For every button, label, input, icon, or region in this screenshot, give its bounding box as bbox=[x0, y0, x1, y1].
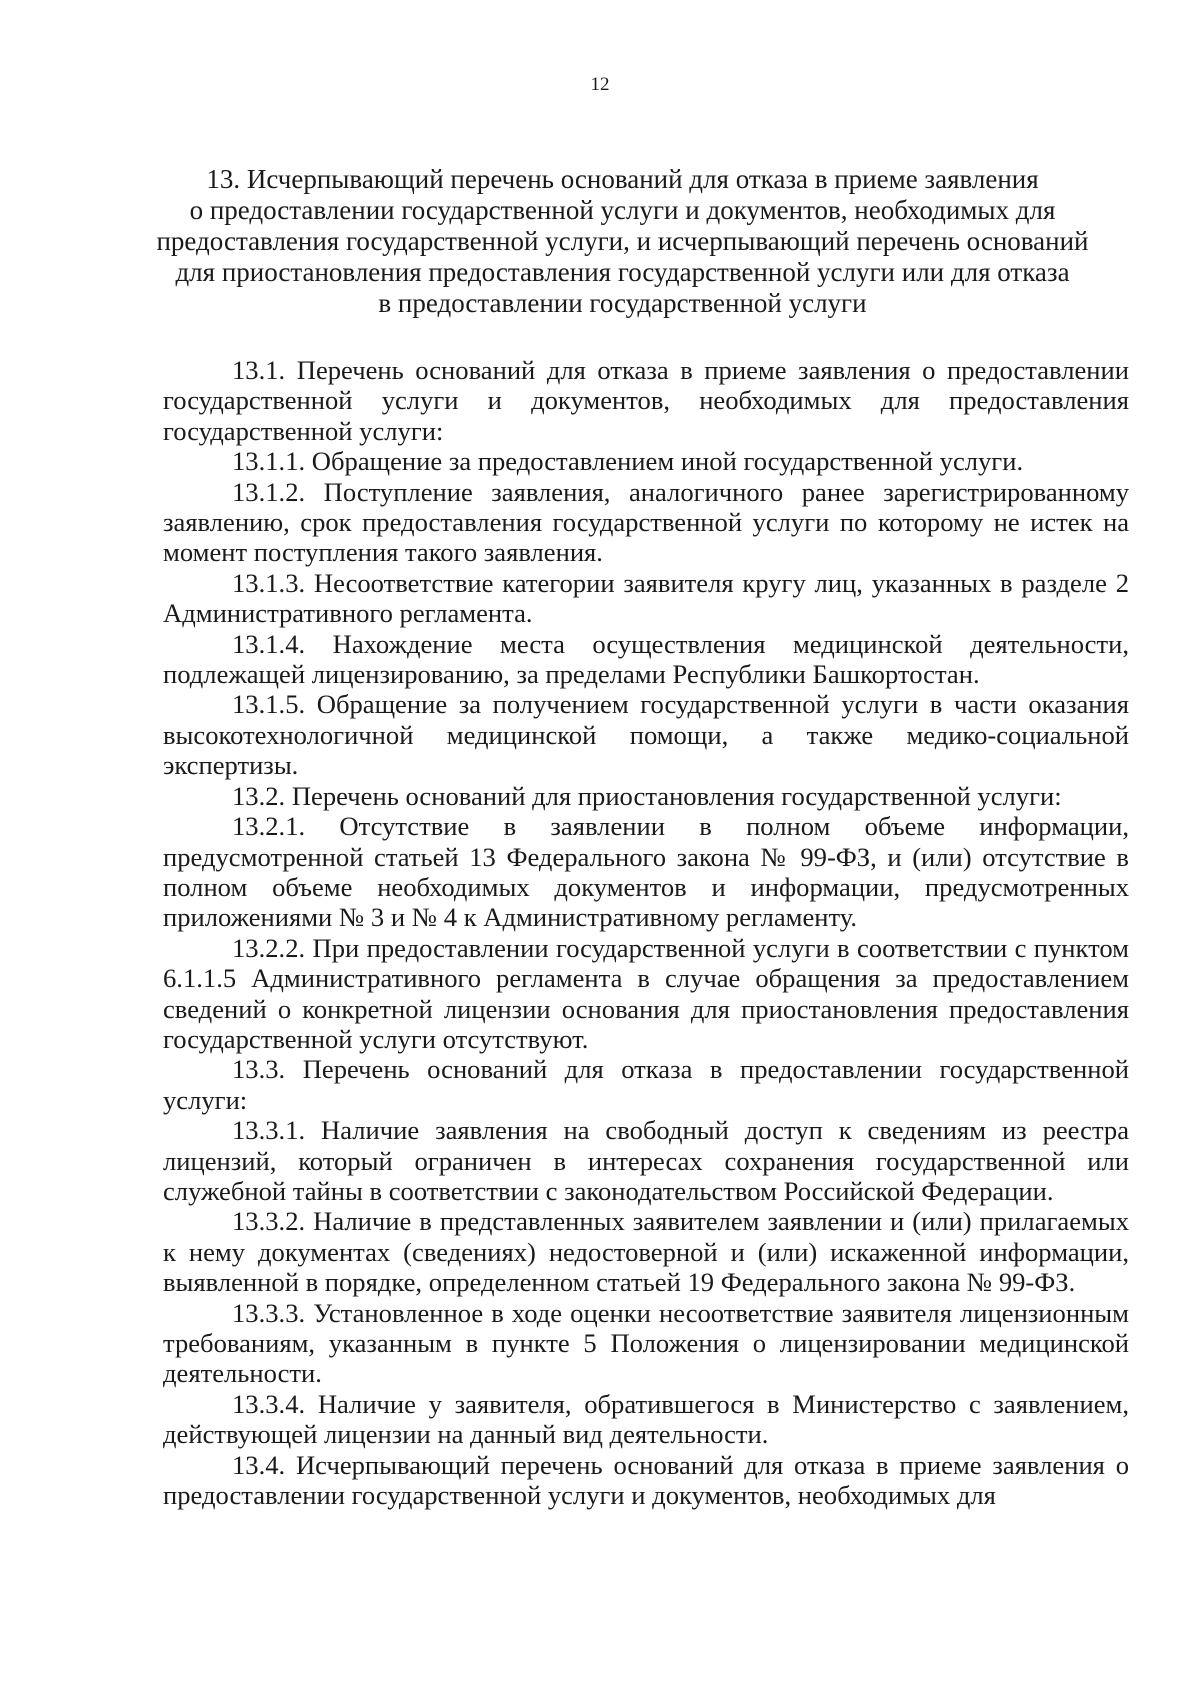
heading-line: для приостановления предоставления государственной услуги или для отказа bbox=[175, 257, 1070, 287]
paragraph-13-1-3: 13.1.3. Несоответствие категории заявителя кругу лиц, указанных в разделе 2 Административного регламента. bbox=[163, 567, 1129, 629]
paragraph-13-3-1: 13.3.1. Наличие заявления на свободный доступ к сведениям из реестра лицензий, который ограничен в интересах сохранения государственной или служебной тайны в соответствии с законодательством Российской Федерации. bbox=[163, 1115, 1129, 1206]
paragraph-13-1-1: 13.1.1. Обращение за предоставлением иной государственной услуги. bbox=[232, 446, 1024, 477]
paragraph-13-2: 13.2. Перечень оснований для приостановления государственной услуги: bbox=[232, 780, 1062, 811]
paragraph-13-2-2: 13.2.2. При предоставлении государственной услуги в соответствии с пунктом 6.1.1.5 Административного регламента в случае обращения за предоставлением сведений о конкретной лицензии основания для приостановления предоставления государственной услуги отсутствуют. bbox=[163, 932, 1129, 1054]
heading-line: в предоставлении государственной услуги bbox=[378, 288, 867, 318]
document-body bbox=[163, 355, 1129, 1510]
paragraph-13-1-4: 13.1.4. Нахождение места осуществления медицинской деятельности, подлежащей лицензированию, за пределами Республики Башкортостан. bbox=[163, 628, 1129, 690]
paragraph-13-3-2: 13.3.2. Наличие в представленных заявителем заявлении и (или) прилагаемых к нему документах (сведениях) недостоверной и (или) искаженной информации, выявленной в порядке, определенном статьей 19 Федерального закона № 99-ФЗ. bbox=[163, 1206, 1129, 1298]
heading-line: о предоставлении государственной услуги и документов, необходимых для bbox=[189, 195, 1056, 225]
paragraph-13-1-2: 13.1.2. Поступление заявления, аналогичного ранее зарегистрированному заявлению, срок предоставления государственной услуги по которому не истек на момент поступления такого заявления. bbox=[163, 476, 1129, 568]
paragraph-13-3-4: 13.3.4. Наличие у заявителя, обратившегося в Министерство с заявлением, действующей лицензии на данный вид деятельности. bbox=[163, 1388, 1129, 1450]
paragraph-13-3-3: 13.3.3. Установленное в ходе оценки несоответствие заявителя лицензионным требованиям, указанным в пункте 5 Положения о лицензировании медицинской деятельности. bbox=[163, 1297, 1129, 1389]
heading-line: предоставления государственной услуги, и исчерпывающий перечень оснований bbox=[156, 226, 1089, 256]
paragraph-13-1-5: 13.1.5. Обращение за получением государственной услуги в части оказания высокотехнологичной медицинской помощи, а также медико-социальной экспертизы. bbox=[163, 689, 1129, 781]
heading-line: 13. Исчерпывающий перечень оснований для отказа в приеме заявления bbox=[206, 164, 1039, 194]
section-heading bbox=[150, 164, 1095, 319]
paragraph-13-2-1: 13.2.1. Отсутствие в заявлении в полном объеме информации, предусмотренной статьей 13 Федерального закона № 99-ФЗ, и (или) отсутствие в полном объеме необходимых документов и информации, предусмотренных приложениями № 3 и № 4 к Административному регламенту. bbox=[163, 811, 1129, 933]
paragraph-13-1: 13.1. Перечень оснований для отказа в приеме заявления о предоставлении государственной услуги и документов, необходимых для предоставления государственной услуги: bbox=[163, 355, 1129, 446]
paragraph-13-4: 13.4. Исчерпывающий перечень оснований для отказа в приеме заявления о предоставлении государственной услуги и документов, необходимых для bbox=[163, 1449, 1129, 1511]
page-number: 12 bbox=[590, 74, 610, 95]
paragraph-13-3: 13.3. Перечень оснований для отказа в предоставлении государственной услуги: bbox=[163, 1054, 1129, 1115]
